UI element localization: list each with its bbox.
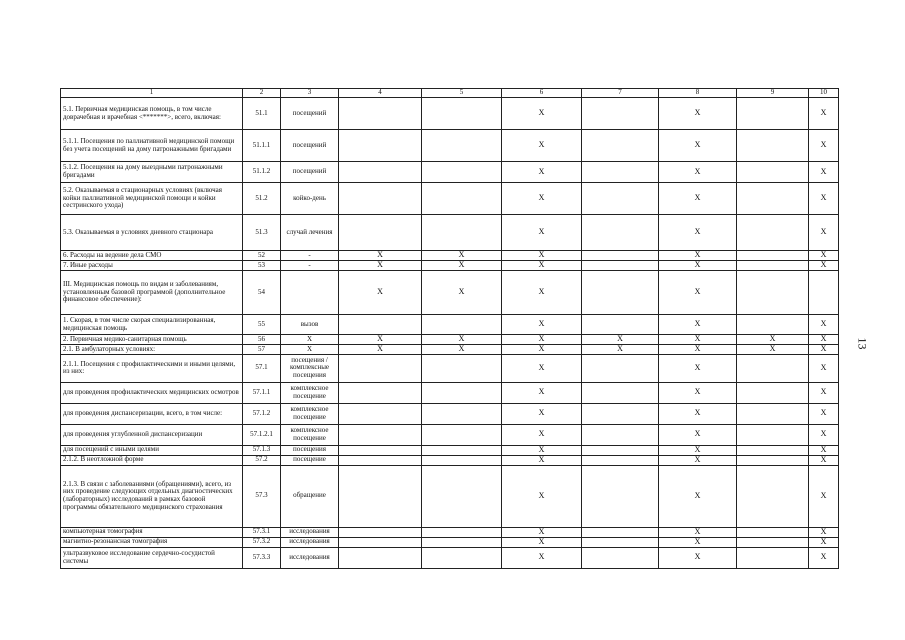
row-code-cell: 57.3.3 [243, 547, 281, 568]
unit-cell: X [281, 335, 339, 345]
value-cell [582, 382, 659, 403]
unit-cell: посещений [281, 98, 339, 130]
table-row [61, 547, 839, 568]
value-cell: X [659, 261, 737, 271]
value-cell [422, 183, 502, 215]
value-cell: X [659, 403, 737, 424]
value-cell [339, 130, 422, 162]
column-header: 6 [502, 89, 582, 98]
value-cell: X [809, 315, 839, 335]
value-cell: X [809, 527, 839, 537]
value-cell: X [659, 315, 737, 335]
value-cell: X [809, 98, 839, 130]
row-code-cell: 57.1.1 [243, 382, 281, 403]
value-cell [582, 215, 659, 251]
value-cell: X [659, 344, 737, 354]
row-code-cell: 51.1 [243, 98, 281, 130]
value-cell [422, 215, 502, 251]
value-cell: X [809, 424, 839, 445]
value-cell [737, 271, 809, 315]
value-cell: X [502, 354, 582, 382]
value-cell [737, 527, 809, 537]
table-row [61, 455, 839, 465]
column-header: 7 [582, 89, 659, 98]
table-row [61, 183, 839, 215]
table-row [61, 527, 839, 537]
value-cell [339, 354, 422, 382]
row-label-cell: 2.1. В амбулаторных условиях: [61, 344, 243, 354]
value-cell [422, 547, 502, 568]
table-row [61, 271, 839, 315]
value-cell [422, 445, 502, 455]
unit-cell: посещения / комплексные посещения [281, 354, 339, 382]
table-row [61, 403, 839, 424]
unit-cell: исследования [281, 547, 339, 568]
value-cell [737, 183, 809, 215]
row-code-cell: 57 [243, 344, 281, 354]
value-cell: X [502, 547, 582, 568]
value-cell: X [502, 162, 582, 183]
row-code-cell: 57.3 [243, 465, 281, 527]
value-cell: X [502, 455, 582, 465]
value-cell: X [582, 335, 659, 345]
value-cell [339, 183, 422, 215]
value-cell: X [809, 162, 839, 183]
value-cell [422, 315, 502, 335]
value-cell [339, 547, 422, 568]
data-table [60, 88, 839, 569]
value-cell: X [502, 251, 582, 261]
row-code-cell: 53 [243, 261, 281, 271]
value-cell [582, 403, 659, 424]
table-row [61, 335, 839, 345]
value-cell: X [502, 261, 582, 271]
value-cell: X [502, 335, 582, 345]
table-row [61, 261, 839, 271]
value-cell: X [659, 382, 737, 403]
value-cell [737, 251, 809, 261]
value-cell: X [502, 424, 582, 445]
table-row [61, 445, 839, 455]
value-cell: X [809, 335, 839, 345]
value-cell [737, 315, 809, 335]
table-row [61, 215, 839, 251]
unit-cell: посещений [281, 162, 339, 183]
value-cell [339, 98, 422, 130]
row-code-cell: 55 [243, 315, 281, 335]
unit-cell: вызов [281, 315, 339, 335]
row-label-cell: 5.2. Оказываемая в стационарных условиях (включая койки паллиативной медицинской помощи и койки сестринского ухода) [61, 183, 243, 215]
value-cell [809, 271, 839, 315]
value-cell: X [422, 335, 502, 345]
value-cell: X [339, 335, 422, 345]
table-row [61, 98, 839, 130]
value-cell [582, 162, 659, 183]
value-cell: X [737, 344, 809, 354]
value-cell [582, 130, 659, 162]
value-cell: X [659, 162, 737, 183]
row-label-cell: 7. Иные расходы [61, 261, 243, 271]
row-label-cell: для проведения углубленной диспансеризации [61, 424, 243, 445]
value-cell [737, 354, 809, 382]
value-cell [422, 455, 502, 465]
column-header: 4 [339, 89, 422, 98]
row-label-cell: 5.1.1. Посещения по паллиативной медицинской помощи без учета посещений на дому патронажными бригадами [61, 130, 243, 162]
value-cell [737, 455, 809, 465]
row-label-cell: 2.1.3. В связи с заболеваниями (обращениями), всего, из них проведение следующих отдельных диагностических (лабораторных) исследований в рамках базовой программы обязательного медицинского страхования [61, 465, 243, 527]
value-cell [737, 382, 809, 403]
value-cell [582, 98, 659, 130]
value-cell: X [659, 335, 737, 345]
row-code-cell: 57.2 [243, 455, 281, 465]
row-code-cell: 57.1.2.1 [243, 424, 281, 445]
value-cell: X [502, 445, 582, 455]
value-cell [422, 354, 502, 382]
value-cell [339, 537, 422, 547]
value-cell: X [502, 271, 582, 315]
row-code-cell: 57.1.3 [243, 445, 281, 455]
value-cell: X [659, 445, 737, 455]
value-cell: X [659, 130, 737, 162]
row-code-cell: 57.3.1 [243, 527, 281, 537]
value-cell [582, 445, 659, 455]
header-row [61, 89, 839, 98]
value-cell [737, 130, 809, 162]
value-cell [737, 537, 809, 547]
row-label-cell: 5.1.2. Посещения на дому выездными патронажными бригадами [61, 162, 243, 183]
value-cell [339, 215, 422, 251]
value-cell [422, 403, 502, 424]
value-cell: X [502, 215, 582, 251]
row-label-cell: 2.1.1. Посещения с профилактическими и иными целями, из них: [61, 354, 243, 382]
value-cell [737, 162, 809, 183]
value-cell: X [502, 537, 582, 547]
value-cell: X [659, 465, 737, 527]
table-row [61, 537, 839, 547]
unit-cell: исследования [281, 537, 339, 547]
value-cell: X [659, 547, 737, 568]
row-label-cell: 5.1. Первичная медицинская помощь, в том числе доврачебная и врачебная <*******>, всего, включая: [61, 98, 243, 130]
value-cell [339, 424, 422, 445]
value-cell [582, 424, 659, 445]
value-cell [737, 465, 809, 527]
value-cell: X [502, 98, 582, 130]
value-cell [422, 98, 502, 130]
table-row [61, 130, 839, 162]
value-cell: X [809, 344, 839, 354]
value-cell [737, 424, 809, 445]
row-code-cell: 57.3.2 [243, 537, 281, 547]
row-label-cell: ультразвуковое исследование сердечно-сосудистой системы [61, 547, 243, 568]
value-cell [582, 455, 659, 465]
value-cell [422, 130, 502, 162]
unit-cell: - [281, 251, 339, 261]
value-cell [582, 183, 659, 215]
value-cell: X [502, 344, 582, 354]
unit-cell: посещение [281, 455, 339, 465]
unit-cell: койко-день [281, 183, 339, 215]
value-cell [582, 547, 659, 568]
value-cell [339, 465, 422, 527]
value-cell: X [809, 537, 839, 547]
value-cell: X [659, 251, 737, 261]
value-cell [582, 537, 659, 547]
row-code-cell: 57.1.2 [243, 403, 281, 424]
value-cell: X [582, 344, 659, 354]
value-cell: X [809, 354, 839, 382]
table-row [61, 465, 839, 527]
row-label-cell: магнитно-резонансная томография [61, 537, 243, 547]
table-body [61, 98, 839, 569]
value-cell: X [659, 215, 737, 251]
value-cell [339, 527, 422, 537]
value-cell [339, 315, 422, 335]
unit-cell: исследования [281, 527, 339, 537]
value-cell [339, 403, 422, 424]
value-cell: X [809, 251, 839, 261]
value-cell [339, 445, 422, 455]
row-code-cell: 57.1 [243, 354, 281, 382]
value-cell [737, 98, 809, 130]
row-label-cell: для проведения диспансеризации, всего, в том числе: [61, 403, 243, 424]
unit-cell: комплексное посещение [281, 424, 339, 445]
unit-cell: комплексное посещение [281, 382, 339, 403]
column-header: 5 [422, 89, 502, 98]
value-cell [422, 382, 502, 403]
row-label-cell: III. Медицинская помощь по видам и заболеваниям, установленным базовой программой (дополнительное финансовое обеспечение): [61, 271, 243, 315]
value-cell [422, 537, 502, 547]
value-cell: X [502, 315, 582, 335]
row-label-cell: 5.3. Оказываемая в условиях дневного стационара [61, 215, 243, 251]
row-code-cell: 51.1.2 [243, 162, 281, 183]
value-cell: X [809, 403, 839, 424]
value-cell: X [339, 271, 422, 315]
row-label-cell: 6. Расходы на ведение дела СМО [61, 251, 243, 261]
value-cell [737, 403, 809, 424]
row-code-cell: 51.3 [243, 215, 281, 251]
value-cell: X [502, 465, 582, 527]
value-cell [339, 455, 422, 465]
value-cell [422, 465, 502, 527]
unit-cell: - [281, 261, 339, 271]
row-code-cell: 51.1.1 [243, 130, 281, 162]
unit-cell: комплексное посещение [281, 403, 339, 424]
value-cell [422, 424, 502, 445]
value-cell: X [809, 547, 839, 568]
value-cell: X [659, 271, 737, 315]
value-cell: X [502, 403, 582, 424]
value-cell: X [339, 344, 422, 354]
value-cell: X [809, 130, 839, 162]
column-header: 2 [243, 89, 281, 98]
value-cell [422, 162, 502, 183]
value-cell: X [502, 183, 582, 215]
unit-cell [281, 271, 339, 315]
row-label-cell: для проведения профилактических медицинских осмотров [61, 382, 243, 403]
value-cell: X [809, 183, 839, 215]
column-header: 3 [281, 89, 339, 98]
row-code-cell: 56 [243, 335, 281, 345]
value-cell: X [422, 344, 502, 354]
value-cell: X [502, 130, 582, 162]
value-cell [737, 445, 809, 455]
value-cell [582, 527, 659, 537]
unit-cell: посещения [281, 445, 339, 455]
table-row [61, 382, 839, 403]
unit-cell: посещений [281, 130, 339, 162]
column-header: 8 [659, 89, 737, 98]
row-label-cell: компьютерная томография [61, 527, 243, 537]
value-cell: X [659, 455, 737, 465]
value-cell [582, 354, 659, 382]
value-cell [339, 162, 422, 183]
value-cell: X [502, 527, 582, 537]
value-cell: X [809, 465, 839, 527]
value-cell: X [809, 261, 839, 271]
value-cell: X [422, 251, 502, 261]
value-cell: X [737, 335, 809, 345]
value-cell: X [809, 382, 839, 403]
value-cell: X [809, 215, 839, 251]
row-label-cell: 2.1.2. В неотложной форме [61, 455, 243, 465]
value-cell: X [809, 455, 839, 465]
page-number: 13 [855, 337, 870, 350]
table-row [61, 354, 839, 382]
column-header: 9 [737, 89, 809, 98]
value-cell [737, 547, 809, 568]
table-row [61, 162, 839, 183]
unit-cell: обращение [281, 465, 339, 527]
value-cell: X [659, 354, 737, 382]
value-cell: X [422, 261, 502, 271]
table-row [61, 424, 839, 445]
unit-cell: X [281, 344, 339, 354]
row-label-cell: 1. Скорая, в том числе скорая специализированная, медицинская помощь [61, 315, 243, 335]
value-cell: X [659, 527, 737, 537]
row-label-cell: для посещений с иными целями [61, 445, 243, 455]
value-cell: X [809, 445, 839, 455]
value-cell: X [339, 261, 422, 271]
row-label-cell: 2. Первичная медико-санитарная помощь [61, 335, 243, 345]
value-cell [582, 261, 659, 271]
value-cell [582, 271, 659, 315]
value-cell: X [422, 271, 502, 315]
column-header: 10 [809, 89, 839, 98]
row-code-cell: 52 [243, 251, 281, 261]
row-code-cell: 54 [243, 271, 281, 315]
table-row [61, 344, 839, 354]
unit-cell: случай лечения [281, 215, 339, 251]
value-cell: X [659, 424, 737, 445]
value-cell [422, 527, 502, 537]
table-row [61, 251, 839, 261]
column-header: 1 [61, 89, 243, 98]
value-cell: X [502, 382, 582, 403]
value-cell: X [339, 251, 422, 261]
value-cell [737, 261, 809, 271]
value-cell: X [659, 98, 737, 130]
value-cell [582, 465, 659, 527]
value-cell [339, 382, 422, 403]
value-cell [582, 315, 659, 335]
value-cell [737, 215, 809, 251]
value-cell: X [659, 537, 737, 547]
value-cell: X [659, 183, 737, 215]
row-code-cell: 51.2 [243, 183, 281, 215]
table-row [61, 315, 839, 335]
value-cell [582, 251, 659, 261]
